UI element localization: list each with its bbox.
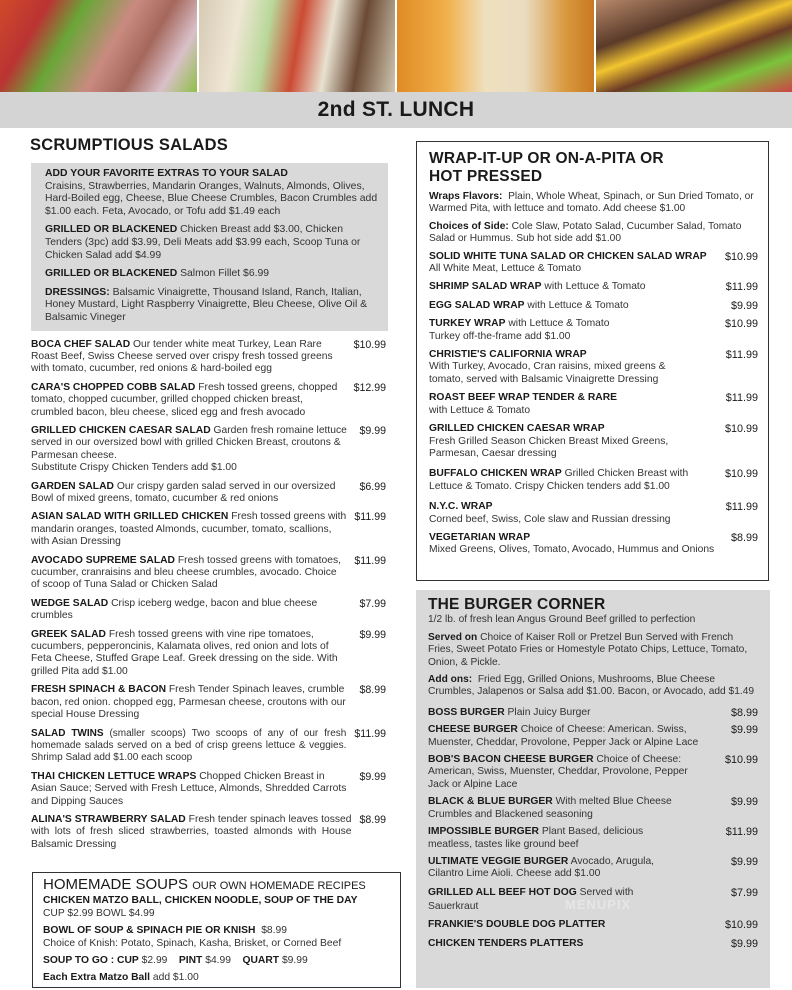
menu-item [429,300,758,312]
item-name: ULTIMATE VEGGIE BURGER [428,855,569,867]
menu-item [429,318,758,343]
menu-item [429,501,758,526]
wrap-sides-text: Cole Slaw, Potato Salad, Cucumber Salad, Tomato Salad or Hummus. Sub hot side add $1.00 [429,220,742,245]
item-desc: Choice of Cheese: American. Swiss, Muenster, Cheddar, Provolone, Pepper Jack or Alpine Lace [428,724,699,748]
extra-matzo-price: add $1.00 [152,972,199,984]
item-desc: Choice of Cheese: American, Swiss, Muenster, Cheddar, Provolone, Pepper Jack or Alpine Lace [428,754,688,790]
item-desc: Fresh tossed greens, chopped tomato, chopped cucumber, grilled chopped chicken breast, crumbled bacon, bleu cheese, sliced egg and fresh avocado [31,381,338,418]
item-price: $7.99 [730,886,758,899]
served-on-text: Choice of Kaiser Roll or Pretzel Bun Served with French Fries, Sweet Potato Fries or Homestyle Potato Chips, Lettuce, Tomato, Onion, & Pickle. [428,631,748,668]
item-price: $9.99 [730,796,758,809]
item-price: $10.99 [724,318,758,331]
menu-item [31,425,386,475]
menu-item [31,382,386,419]
wrap-sides-label: Choices of Side: [429,220,509,232]
item-name: GRILLED CHICKEN CAESAR SALAD [31,424,211,436]
wrap-flavors-label: Wraps Flavors: [429,191,503,202]
item-price: $10.99 [724,754,758,767]
soup-togo-label: SOUP TO GO : [43,955,115,967]
menu-item [429,251,758,276]
dressings-text: Balsamic Vinaigrette, Thousand Island, Ranch, Italian, Honey Mustard, Light Raspberry Vinaigrette, Bleu Cheese, Olive Oil & Balsamic Vineger [45,286,368,323]
item-price: $10.99 [724,250,758,263]
item-name: BOB'S BACON CHEESE BURGER [428,754,594,766]
item-price: $11.99 [725,349,758,362]
wrap-photo [199,0,398,92]
item-name: AVOCADO SUPREME SALAD [31,554,175,566]
menu-item [428,724,758,749]
item-name: THAI CHICKEN LETTUCE WRAPS [31,770,197,782]
pint-label: PINT [178,955,203,967]
menu-item [31,728,386,765]
soup-line2-price: $8.99 [261,925,287,937]
item-name: TURKEY WRAP [429,318,506,330]
menu-item [429,423,758,460]
item-desc: Mixed Greens, Olives, Tomato, Avocado, Hummus and Onions [429,544,715,556]
soup-line2-note: Choice of Knish: Potato, Spinach, Kasha, Brisket, or Corned Beef [43,937,342,949]
item-desc: with Lettuce & Tomato [429,404,531,416]
menu-item [428,796,758,821]
item-price: $11.99 [725,392,758,405]
salmon-text: Salmon Fillet $6.99 [180,268,270,280]
menu-item [31,481,386,506]
item-desc: Plant Based, delicious meatless, tastes like ground beef [428,826,644,850]
item-desc: Fresh tossed greens with tomatoes, cucumber, cranraisins and bleu cheese crumbles, avocado. Choice of scoop of Tuna Salad or Chicken Salad [31,554,341,591]
menu-item [428,707,758,719]
item-price: $9.99 [359,770,386,783]
item-name: SALAD TWINS [31,727,104,739]
salads-section [30,136,390,857]
salad-extras-box [31,163,388,331]
item-price: $12.99 [353,381,386,394]
quart-label: QUART [242,955,280,967]
item-name: ROAST BEEF WRAP TENDER & RARE [429,392,618,404]
item-name: SOLID WHITE TUNA SALAD OR CHICKEN SALAD WRAP [429,250,707,262]
item-price: $10.99 [353,338,386,351]
item-price: $8.99 [730,706,758,719]
title-banner [0,92,792,128]
wrap-flavors-text: Plain, Whole Wheat, Spinach, or Sun Dried Tomato, or Warmed Pita, with lettuce and tomato. Add cheese $1.00 [429,191,754,215]
item-price: $9.99 [730,855,758,868]
menu-item [31,629,386,679]
watermark: MENUPIX [565,897,632,912]
item-name: BLACK & BLUE BURGER [428,796,553,808]
soup-line1-prices: CUP $2.99 BOWL $4.99 [43,907,155,919]
item-name: FRESH SPINACH & BACON [31,684,167,696]
menu-item [429,281,758,293]
item-price: $10.99 [724,918,758,931]
menu-item [31,511,386,548]
salads-title: SCRUMPTIOUS SALADS [30,136,228,154]
item-desc: Grilled Chicken Breast with Lettuce & Tomato. Crispy Chicken tenders add $1.00 [429,468,689,492]
item-desc: Crisp iceberg wedge, bacon and blue cheese crumbles [31,597,318,622]
item-name: EGG SALAD WRAP [429,299,525,311]
extras-heading: ADD YOUR FAVORITE EXTRAS TO YOUR SALAD [45,168,288,179]
item-desc: Fresh Tender Spinach leaves, crumble bacon, red onion. chopped egg, Parmesan cheese, croutons with our special House Dressing [31,684,346,721]
item-price: $11.99 [354,554,386,567]
item-price: $10.99 [724,423,758,436]
extras-text: Craisins, Strawberries, Mandarin Oranges, Walnuts, Almonds, Olives, Hard-Boiled egg, Cheese, Blue Cheese Crumbles, Bacon Crumbles add $1.00 each. Feta, Avocado, or Tofu add $1.49 each [45,180,378,217]
item-name: ALINA'S STRAWBERRY SALAD [31,813,186,825]
item-name: FRANKIE'S DOUBLE DOG PLATTER [428,918,606,930]
soups-subtitle: OUR OWN HOMEMADE RECIPES [192,880,366,892]
addons-label: Add ons: [428,674,473,686]
header-photo-strip [0,0,792,92]
item-note: Turkey off-the-frame add $1.00 [429,330,571,342]
item-name: GRILLED CHICKEN CAESAR WRAP [429,423,605,435]
grilled-text: Chicken Breast add $3.00, Chicken Tenders (3pc) add $3.99, Deli Meats add $3.99 each, Scoop Tuna or Chicken Salad add $4.99 [45,224,361,261]
item-name: BOSS BURGER [428,706,505,718]
item-desc: Our crispy garden salad served in our oversized Bowl of mixed greens, tomato, cucumber & red onions [31,480,336,504]
burgers-subtitle: 1/2 lb. of fresh lean Angus Ground Beef grilled to perfection [428,614,696,626]
item-desc: With melted Blue Cheese Crumbles and Blackened seasoning [428,796,672,820]
menu-item [429,468,758,493]
served-on-label: Served on [428,631,478,643]
matzo-ball-soup-photo [397,0,596,92]
item-desc: Fresh tossed greens with vine ripe tomatoes, cucumbers, pepperoncinis, Kalamata olives, red onion and lots of Feta Cheese, Stuffed Grape Leaf. Greek dressing on the side. With grilled Pita add $1.00 [31,628,338,677]
item-price: $9.99 [359,628,386,641]
item-desc: With Turkey, Avocado, Cran raisins, mixed greens & tomato, served with Balsamic Vinaigrette Dressing [429,361,666,385]
item-name: IMPOSSIBLE BURGER [428,826,539,838]
wraps-title: WRAP-IT-UP OR ON-A-PITA OR HOT PRESSED [429,150,664,185]
item-price: $11.99 [354,727,386,740]
item-price: $9.99 [730,724,758,737]
burgers-title: THE BURGER CORNER [428,596,606,613]
item-desc: with Lettuce & Tomato [544,281,646,293]
wraps-section [416,141,769,581]
menu-item [429,532,758,557]
item-price: $6.99 [359,480,386,493]
soup-line2-label: BOWL OF SOUP & SPINACH PIE OR KNISH [43,925,256,937]
menu-item [428,826,758,851]
item-desc: Fresh tossed greens with mandarin oranges, toasted Almonds, cucumber, tomato, scallions, with Asian Dressing [31,511,347,548]
item-desc: with Lettuce & Tomato [508,318,610,330]
item-name: N.Y.C. WRAP [429,501,493,513]
item-name: ASIAN SALAD WITH GRILLED CHICKEN [31,511,229,523]
burger-photo [596,0,792,92]
menu-item [31,771,386,808]
item-name: SHRIMP SALAD WRAP [429,281,542,293]
menu-item [428,919,758,931]
item-desc: Fresh Grilled Season Chicken Breast Mixed Greens, Parmesan, Caesar dressing [429,435,669,459]
item-desc: Plain Juicy Burger [507,706,591,718]
item-desc: Corned beef, Swiss, Cole slaw and Russian dressing [429,513,671,525]
item-name: CHICKEN TENDERS PLATTERS [428,938,584,950]
deli-salad-photo [0,0,199,92]
menu-item [428,754,758,791]
item-desc: Garden fresh romaine lettuce served in our oversized bowl with grilled Chicken Breast, croutons & Parmesan cheese. [31,424,347,461]
item-price: $11.99 [725,281,758,294]
item-price: $11.99 [354,511,386,524]
pint-price: $4.99 [205,955,231,967]
item-name: CHEESE BURGER [428,724,518,736]
soups-section [32,872,401,988]
menu-item [31,598,386,623]
item-desc: Chopped Chicken Breast in Asian Sauce; Served with Fresh Lettuce, Almonds, Shredded Carrots and Dipping Sauces [31,770,347,807]
item-note: Substitute Crispy Chicken Tenders add $1.00 [31,462,237,474]
menu-item [429,349,758,386]
item-price: $7.99 [359,597,386,610]
menu-item [428,938,758,950]
extra-matzo-label: Each Extra Matzo Ball [43,972,151,984]
item-name: GREEK SALAD [31,628,106,640]
menu-item [31,555,386,592]
menu-item [31,339,386,376]
grilled-label: GRILLED OR BLACKENED [45,224,178,236]
item-price: $9.99 [730,299,758,312]
menu-item [429,392,758,417]
menu-item [31,814,386,851]
item-name: GRILLED ALL BEEF HOT DOG [428,886,577,898]
item-price: $8.99 [730,531,758,544]
addons-text: Fried Egg, Grilled Onions, Mushrooms, Blue Cheese Crumbles, Jalapenos or Salsa add $1.00. Bacon, or Avocado, add $1.49 [428,674,755,698]
item-desc: Served with Sauerkraut [428,886,634,912]
item-desc: All White Meat, Lettuce & Tomato [429,263,582,275]
salmon-label: GRILLED OR BLACKENED [45,268,178,280]
item-name: BOCA CHEF SALAD [31,338,131,350]
item-name: CHRISTIE'S CALIFORNIA WRAP [429,349,587,361]
item-name: VEGETARIAN WRAP [429,531,531,543]
item-name: GARDEN SALAD [31,480,114,492]
item-price: $9.99 [730,938,758,951]
item-name: CARA'S CHOPPED COBB SALAD [31,381,196,393]
item-price: $8.99 [359,813,386,826]
item-price: $8.99 [359,684,386,697]
cup-label: CUP [117,955,139,967]
item-price: $9.99 [359,424,386,437]
soup-line1-label: CHICKEN MATZO BALL, CHICKEN NOODLE, SOUP OF THE DAY [43,895,358,907]
item-desc: Fresh tender spinach leaves tossed with lots of fresh sliced strawberries, toasted almonds with House Balsamic Dressing [31,813,352,850]
item-name: WEDGE SALAD [31,597,109,609]
item-price: $11.99 [725,826,758,839]
item-desc: Avocado, Arugula, Cilantro Lime Aioli. Cheese add $1.00 [428,855,655,880]
item-name: BUFFALO CHICKEN WRAP [429,468,562,480]
menu-item [31,684,386,721]
item-desc: Our tender white meat Turkey, Lean Rare Roast Beef, Swiss Cheese served over crispy fresh tossed greens with tomato, cucumber, red onions & hard-boiled egg [31,338,333,375]
menu-item [428,856,758,881]
item-price: $10.99 [724,468,758,481]
quart-price: $9.99 [281,955,308,967]
item-desc: (smaller scoops) Two scoops of any of our fresh homemade salads served on a bed of crisp greens lettuce & veggies. Shrimp Salad add $1.00 each scoop [31,727,347,764]
page-title: 2nd ST. LUNCH [317,98,475,121]
item-price: $11.99 [725,501,758,514]
burgers-section [416,590,770,988]
salad-list [30,339,386,852]
item-desc: with Lettuce & Tomato [527,299,629,311]
dressings-label: DRESSINGS: [45,286,110,298]
soups-title: HOMEMADE SOUPS [43,876,189,893]
cup-price: $2.99 [141,955,168,967]
